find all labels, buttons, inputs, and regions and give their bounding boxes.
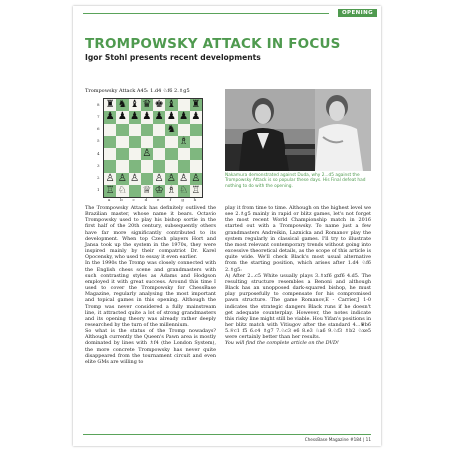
footer-rule [83,434,371,435]
rank-label: 5 [97,138,100,144]
board-square-h2 [190,173,202,185]
board-square-a2 [104,173,116,185]
chess-piece: ♘ [179,184,189,196]
file-label: a [107,197,111,202]
chess-piece: ♟ [179,111,189,123]
board-square-h3 [190,160,202,172]
board-square-b3 [116,160,128,172]
board-square-d6 [141,124,153,136]
dvd-note: You will find the complete article on the DVD! [225,340,339,347]
rank-label: 6 [97,126,100,132]
board-square-c8 [129,99,141,111]
file-label: d [144,197,148,202]
board-square-b7 [116,111,128,123]
board-square-b6 [116,124,128,136]
chess-piece: ♗ [179,135,189,147]
body-paragraph: play it from time to time. Although on the highest level we see 2.♗g5 mainly in rapid or blitz games, let's not forget the most recent World Championship match in 2016 started out with a Trompowsky. To name just a few grandmasters Andreikin, Laznicka and Romanov play the system regularly in classical games. I'll try to illustrate the most relevant contemporary trends without going into excessive theoretical details, as the scope of this article is quite wide. We'll check Black's most usual alternative from the starting position, which arises after 1.d4 ♘f6 2.♗g5: [225,205,371,273]
chess-board [103,98,203,198]
board-square-e4 [153,148,165,160]
board-square-a6 [104,124,116,136]
board-square-g3 [178,160,190,172]
body-column-left [85,205,216,365]
board-square-c7 [129,111,141,123]
players-photo-image [225,89,371,171]
board-square-c2 [129,173,141,185]
chess-piece: ♙ [105,172,115,184]
rank-label: 1 [97,187,100,193]
board-square-g8 [178,99,190,111]
board-square-f3 [165,160,177,172]
file-label: b [120,197,123,202]
photo-caption: Nakamura demonstrated against Duda, why 2...d5 against the Trompowsky Attack is so popular these days. His Final defeat had nothing to do with the opening. [225,173,366,189]
chess-piece: ♘ [117,184,127,196]
board-square-g5 [178,136,190,148]
rank-label: 4 [97,150,100,156]
board-square-g6 [178,124,190,136]
board-square-d5 [141,136,153,148]
chess-piece: ♟ [191,111,201,123]
chess-piece: ♜ [105,99,115,111]
board-square-e3 [153,160,165,172]
chess-piece: ♖ [105,184,115,196]
header-rule [83,13,329,14]
chess-piece: ♖ [191,184,201,196]
chess-piece: ♕ [142,184,152,196]
board-square-d1 [141,185,153,197]
board-square-e7 [153,111,165,123]
file-labels [103,197,201,202]
chess-piece: ♙ [117,172,127,184]
chess-piece: ♜ [191,99,201,111]
board-square-h6 [190,124,202,136]
board-square-c5 [129,136,141,148]
rank-label: 7 [97,113,100,119]
file-label: g [181,197,184,202]
board-square-c4 [129,148,141,160]
board-square-a8 [104,99,116,111]
file-label: h [193,197,197,202]
board-square-h1 [190,185,202,197]
board-square-a5 [104,136,116,148]
chess-piece: ♟ [130,111,140,123]
board-square-g4 [178,148,190,160]
board-square-b5 [116,136,128,148]
board-square-b8 [116,99,128,111]
chess-piece: ♙ [179,172,189,184]
board-square-g7 [178,111,190,123]
chess-piece: ♔ [154,184,164,196]
board-square-f8 [165,99,177,111]
header-bar [73,9,381,17]
board-square-a3 [104,160,116,172]
board-square-e6 [153,124,165,136]
board-square-c1 [129,185,141,197]
file-label: c [132,197,135,202]
rank-label: 3 [97,162,100,168]
board-square-c6 [129,124,141,136]
board-square-c3 [129,160,141,172]
chess-piece: ♟ [142,111,152,123]
board-square-b1 [116,185,128,197]
rank-label: 8 [97,101,100,107]
board-square-f6 [165,124,177,136]
magazine-page [73,6,381,446]
board-square-e8 [153,99,165,111]
board-square-a1 [104,185,116,197]
board-square-g2 [178,173,190,185]
board-square-f1 [165,185,177,197]
board-square-f7 [165,111,177,123]
chess-piece: ♝ [166,99,176,111]
players-photo [225,89,371,171]
board-square-a7 [104,111,116,123]
section-tag: OPENING [338,9,377,17]
chess-piece: ♟ [105,111,115,123]
page-footer: ChessBase Magazine #184 | 11 [304,437,371,442]
chess-piece: ♛ [142,99,152,111]
chess-piece: ♙ [166,172,176,184]
body-paragraph: So what is the status of the Tromp nowadays? Although currently the Queen's Pawn area is mostly dominated by lines with ♗f4 (the London System), the more concrete Trompowsky has never quite disappeared from the tournament circuit and even elite GMs are willing to [85,328,216,365]
chess-piece: ♞ [166,123,176,135]
board-square-f5 [165,136,177,148]
body-paragraph: In the 1990s the Tromp was closely connected with the English chess scene and grandmasters with such contrasting styles as Adams and Hodgson employed it with great success. Around this time I used to cover the Trompowsky for ChessBase Magazine, regularly analysing the most important and topical games in this opening. Although the Tromp was never considered a fully mainstream line, it attracted quite a lot of strong grandmasters and its opening theory was already rather deeply researched by the turn of the millennium. [85,260,216,328]
body-paragraph: The Trompowsky Attack has definitely outlived the Brazilian master, whose name it bears. Octavio Trompowsky used to play his bishop sortie in the first half of the 20th century, subsequently others have far more significantly contributed to its development. When top Czech players Hort and Jansa took up the system in the 1970s, they were inspired mainly by their compatriot Dr. Karel Opocensky, who used to essay it even earlier. [85,205,216,261]
chess-piece: ♝ [130,99,140,111]
board-square-g1 [178,185,190,197]
diagram-caption: Trompowsky Attack A45: 1.d4 ♘f6 2.♗g5 [85,88,190,94]
rank-labels [97,98,102,196]
chess-piece: ♙ [191,172,201,184]
board-square-h4 [190,148,202,160]
board-square-b4 [116,148,128,160]
board-square-e2 [153,173,165,185]
board-square-e5 [153,136,165,148]
board-square-h7 [190,111,202,123]
board-square-f2 [165,173,177,185]
chess-piece: ♟ [166,111,176,123]
file-label: f [169,197,172,202]
board-square-a4 [104,148,116,160]
board-square-e1 [153,185,165,197]
board-square-d8 [141,99,153,111]
body-paragraph: A) After 2...c5 White usually plays 3.♗xf6 gxf6 4.d5. The resulting structure resembles a Benoni and although Black has an unopposed dark-squared bishop, he must play purposefully to compensate for his compromised pawn structure. The game Romanov,E - Carrier,J 1-0 indicates the strategic dangers Black runs if he doesn't get adequate counterplay. However, the notes indicate this risky line might still be viable. Hou Yifan's positions in her blitz match with Vitiugov after the standard 4...♛b6 5.♕c1 f5 6.c4 ♗g7 7.♘c3 e6 8.e3 ♘a6 9.♘f3 ♗b2 ♘xe5 were certainly better than her results. [225,272,371,341]
body-column-right [225,205,371,347]
chess-piece: ♟ [117,111,127,123]
board-square-d3 [141,160,153,172]
board-square-f4 [165,148,177,160]
board-square-d4 [141,148,153,160]
chess-piece: ♗ [166,184,176,196]
chess-piece: ♙ [154,172,164,184]
rank-label: 2 [97,175,100,181]
board-square-h5 [190,136,202,148]
board-square-b2 [116,173,128,185]
file-label: e [156,197,160,202]
chess-piece: ♚ [154,99,164,111]
chess-piece: ♟ [154,111,164,123]
board-square-d7 [141,111,153,123]
board-square-d2 [141,173,153,185]
chess-piece: ♙ [142,148,152,160]
chess-piece: ♞ [117,99,127,111]
chess-piece: ♙ [130,172,140,184]
board-square-h8 [190,99,202,111]
article-title: TROMPOWSKY ATTACK IN FOCUS [85,36,341,52]
article-subtitle: Igor Stohl presents recent developments [85,53,261,62]
